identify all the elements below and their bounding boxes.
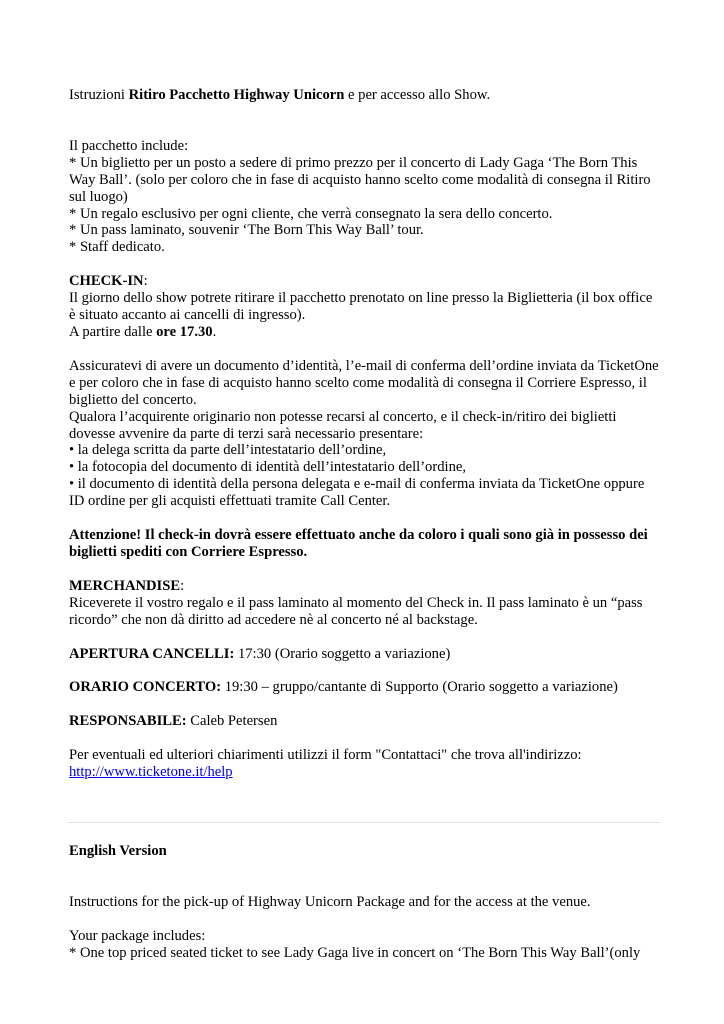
responsible: [69, 713, 659, 730]
contact-link-line: [69, 764, 659, 781]
checkin-time: A partire dalle ore 17.30.: [69, 323, 217, 340]
concert-time: [69, 679, 659, 696]
help-link[interactable]: http://www.ticketone.it/help: [69, 764, 233, 781]
english-version-heading: English Version: [69, 843, 167, 860]
merchandise-text: Riceverete il vostro regalo e il pass laminato al momento del Check in. Il pass laminato è un “pass ricordo” che non dà diritto ad accedere nè al concerto né al backstage.: [69, 594, 643, 628]
concert-value: 19:30 – gruppo/cantante di Supporto (Orario soggetto a variazione): [221, 679, 618, 696]
responsible-label: RESPONSABILE:: [69, 713, 187, 730]
title-prefix: Istruzioni: [69, 87, 129, 103]
title-package-name: Ritiro Pacchetto Highway Unicorn: [128, 87, 345, 103]
merchandise-heading-label: MERCHANDISE: [69, 577, 181, 594]
documents-paragraph: Assicuratevi di avere un documento d’identità, l’e-mail di conferma dell’ordine inviata da TicketOne e per coloro che in fase di acquisto hanno scelto come modalità di consegna il Corriere Espresso, il biglietto del concerto.: [69, 357, 659, 408]
package-item-pass: * Un pass laminato, souvenir ‘The Born This Way Ball’ tour.: [69, 222, 424, 239]
delegation-bullet: • la delega scritta da parte dell’intestatario dell’ordine,: [69, 442, 387, 459]
checkin-text: Il giorno dello show potrete ritirare il pacchetto prenotato on line presso la Biglietteria (il box office è situato accanto ai cancelli di ingresso).: [69, 290, 653, 324]
contact-text: Per eventuali ed ulteriori chiarimenti utilizzi il form "Contattaci" che trova all'indirizzo:: [69, 747, 582, 764]
package-item-staff: * Staff dedicato.: [69, 239, 165, 256]
gates-label: APERTURA CANCELLI:: [69, 645, 235, 662]
gates-opening: [69, 646, 659, 663]
title-suffix: e per accesso allo Show.: [344, 87, 491, 103]
delegation-bullet: • la fotocopia del documento di identità dell’intestatario dell’ordine,: [69, 459, 466, 476]
package-item-ticket: * Un biglietto per un posto a sedere di primo prezzo per il concerto di Lady Gaga ‘The Born This Way Ball’. (solo per coloro che in fase di acquisto hanno scelto come modalità di consegna il Ritiro sul luogo): [69, 154, 651, 205]
checkin-heading: CHECK-IN:: [69, 273, 148, 290]
package-heading: Il pacchetto include:: [69, 137, 189, 154]
responsible-value: Caleb Petersen: [186, 713, 278, 730]
document-content: [69, 87, 659, 962]
document-title: [69, 87, 659, 104]
english-package-heading: Your package includes:: [69, 927, 206, 944]
english-package-item: * One top priced seated ticket to see Lady Gaga live in concert on ‘The Born This Way Ball’(only: [69, 944, 641, 961]
delegation-paragraph: Qualora l’acquirente originario non potesse recarsi al concerto, e il check-in/ritiro dei biglietti dovesse avvenire da parte di terzi sarà necessario presentare:: [69, 408, 617, 442]
gates-value: 17:30 (Orario soggetto a variazione): [234, 645, 451, 662]
delegation-bullet: • il documento di identità della persona delegata e e-mail di conferma inviata da TicketOne oppure ID ordine per gli acquisti effettuati tramite Call Center.: [69, 476, 645, 510]
attention-note: Attenzione! Il check-in dovrà essere effettuato anche da coloro i quali sono già in possesso dei biglietti spediti con Corriere Espresso.: [69, 527, 648, 560]
package-item-gift: * Un regalo esclusivo per ogni cliente, che verrà consegnato la sera dello concerto.: [69, 205, 553, 222]
concert-label: ORARIO CONCERTO:: [69, 679, 222, 696]
checkin-heading-label: CHECK-IN: [69, 273, 144, 290]
checkin-time-value: ore 17.30: [156, 323, 213, 340]
merchandise-heading: MERCHANDISE:: [69, 577, 185, 594]
english-title: Instructions for the pick-up of Highway Unicorn Package and for the access at the venue.: [69, 894, 591, 910]
